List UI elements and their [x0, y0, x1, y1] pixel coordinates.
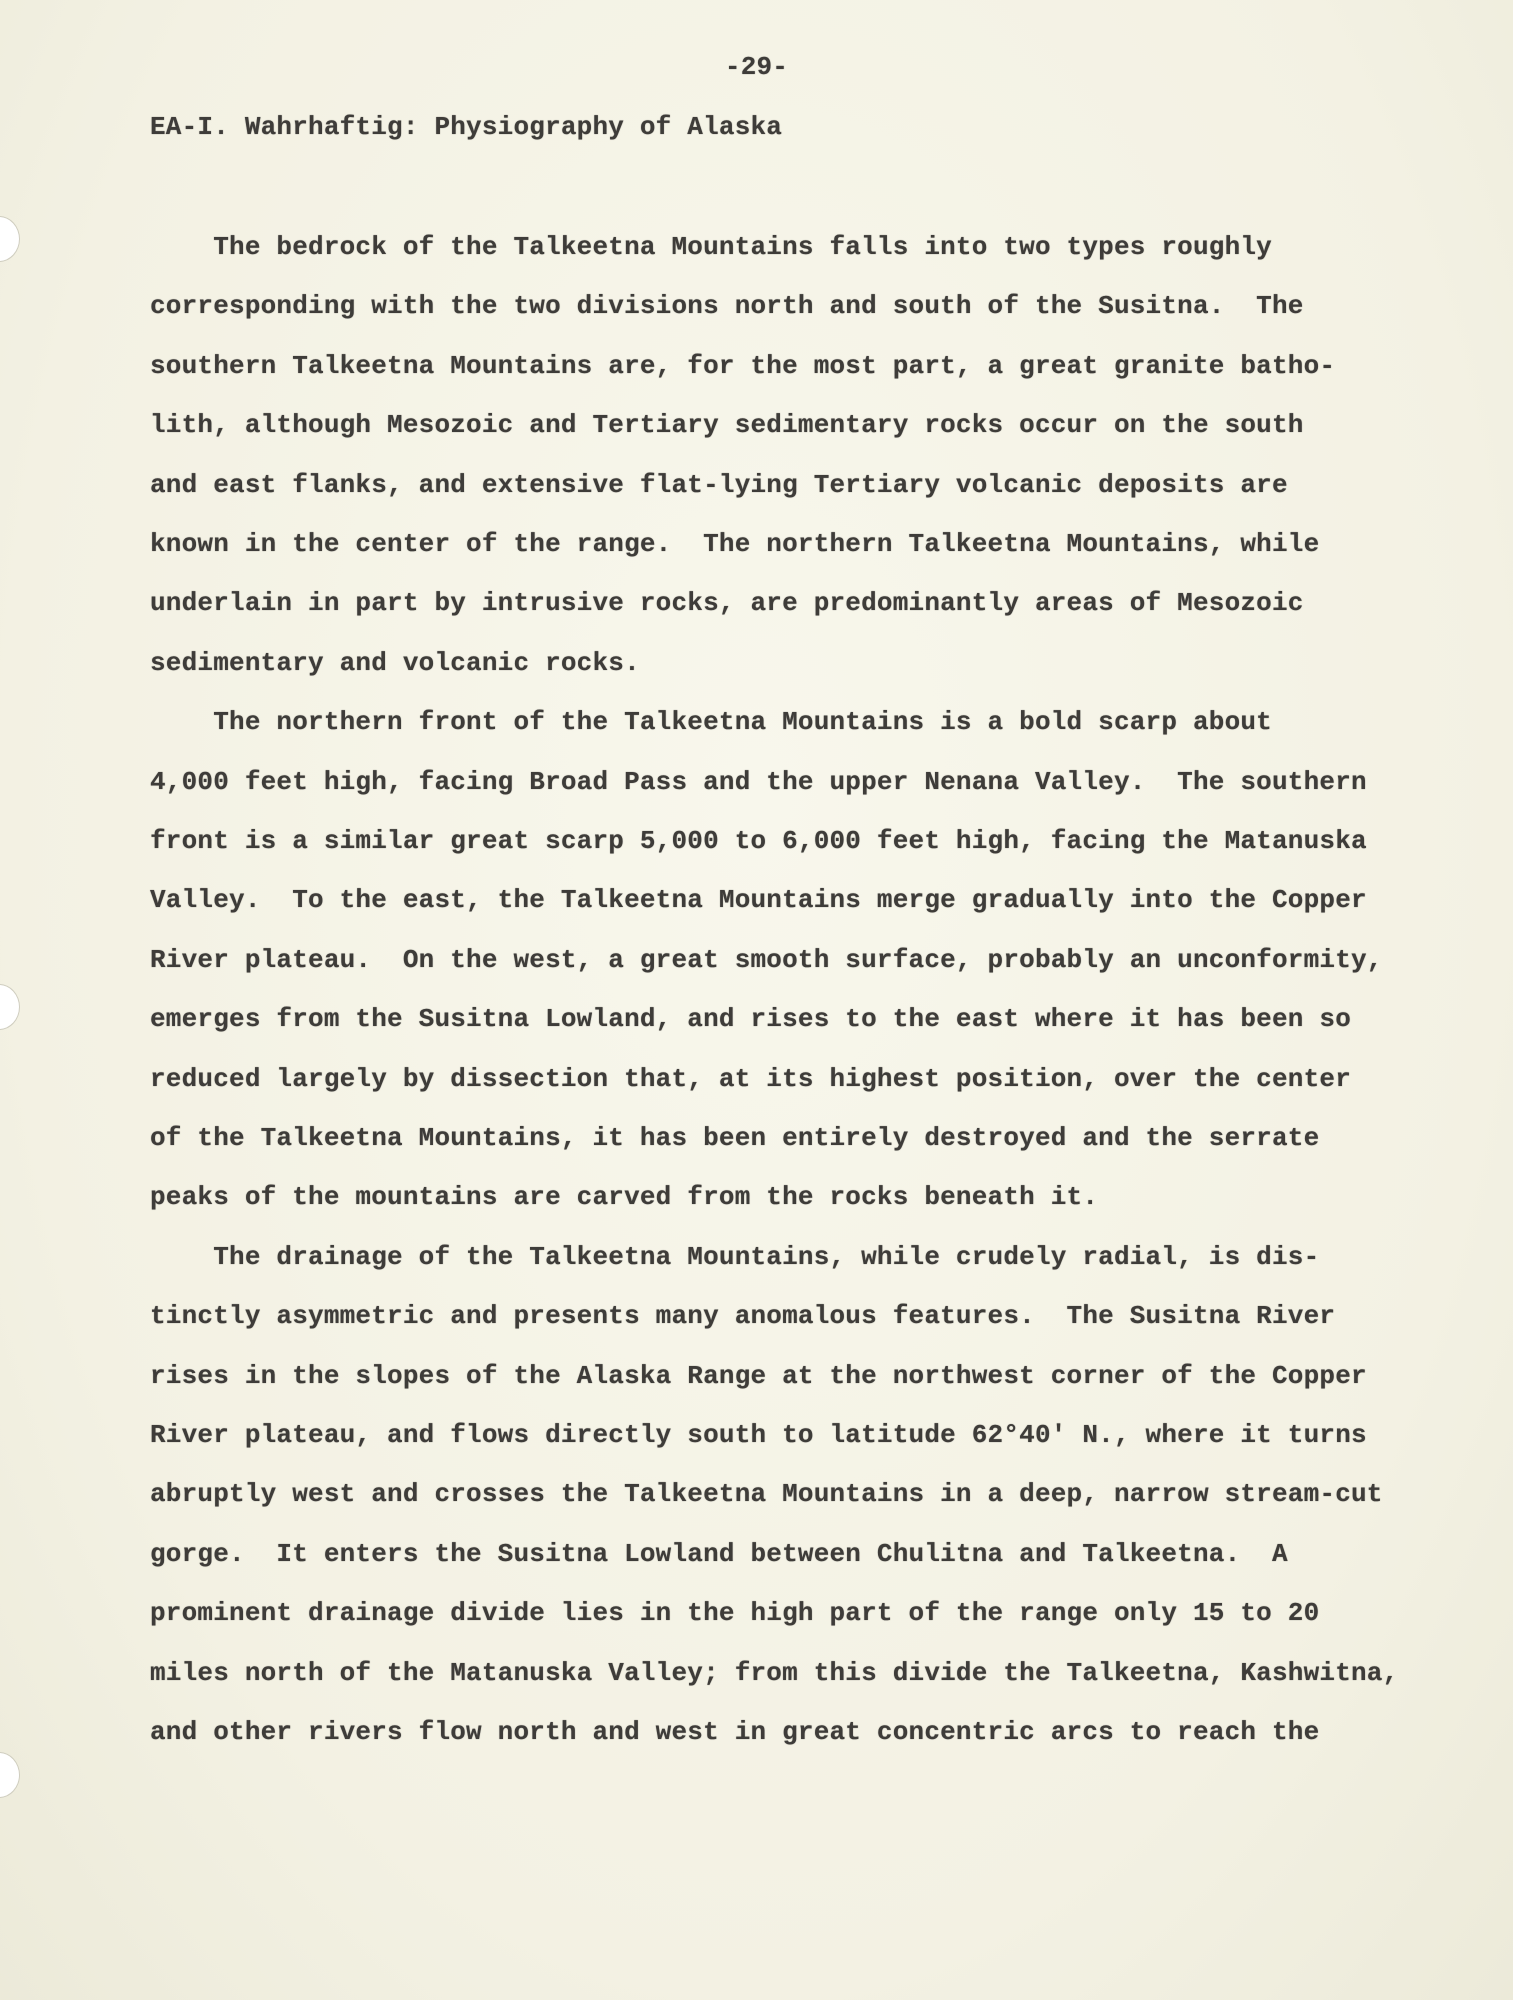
text-line: and east flanks, and extensive flat-lying Tertiary volcanic deposits are	[150, 469, 1288, 500]
document-header: EA-I. Wahrhaftig: Physiography of Alaska	[150, 112, 783, 142]
text-line: peaks of the mountains are carved from the rocks beneath it.	[150, 1182, 1099, 1213]
text-line: gorge. It enters the Susitna Lowland between Chulitna and Talkeetna. A	[150, 1538, 1288, 1569]
text-line: reduced largely by dissection that, at its highest position, over the center	[150, 1063, 1351, 1094]
text-line: underlain in part by intrusive rocks, are predominantly areas of Mesozoic	[150, 588, 1304, 619]
text-line: sedimentary and volcanic rocks.	[150, 647, 640, 678]
text-line: prominent drainage divide lies in the high part of the range only 15 to 20	[150, 1598, 1320, 1629]
text-line: River plateau, and flows directly south to latitude 62°40' N., where it turns	[150, 1420, 1367, 1450]
text-line: miles north of the Matanuska Valley; from this divide the Talkeetna, Kashwitna,	[150, 1657, 1399, 1688]
text-line: emerges from the Susitna Lowland, and rises to the east where it has been so	[150, 1004, 1351, 1035]
punch-hole	[0, 1752, 20, 1798]
text-line: 4,000 feet high, facing Broad Pass and the upper Nenana Valley. The southern	[150, 766, 1367, 797]
text-line: rises in the slopes of the Alaska Range at the northwest corner of the Copper	[150, 1360, 1367, 1391]
text-line: front is a similar great scarp 5,000 to 6,000 feet high, facing the Matanuska	[150, 826, 1367, 856]
text-line: The bedrock of the Talkeetna Mountains falls into two types roughly	[150, 232, 1272, 262]
punch-hole	[0, 984, 20, 1030]
punch-hole	[0, 216, 20, 262]
text-line: corresponding with the two divisions north and south of the Susitna. The	[150, 291, 1304, 322]
text-line: River plateau. On the west, a great smooth surface, probably an unconformity,	[150, 944, 1383, 975]
text-line: The drainage of the Talkeetna Mountains, while crudely radial, is dis-	[150, 1241, 1320, 1272]
text-line: abruptly west and crosses the Talkeetna Mountains in a deep, narrow stream-cut	[150, 1479, 1383, 1510]
text-line: southern Talkeetna Mountains are, for the most part, a great granite batho-	[150, 350, 1336, 381]
text-line: lith, although Mesozoic and Tertiary sedimentary rocks occur on the south	[150, 410, 1304, 441]
text-line: and other rivers flow north and west in great concentric arcs to reach the	[150, 1717, 1320, 1747]
text-line: The northern front of the Talkeetna Mountains is a bold scarp about	[150, 707, 1272, 738]
text-line: of the Talkeetna Mountains, it has been entirely destroyed and the serrate	[150, 1123, 1320, 1153]
text-line: Valley. To the east, the Talkeetna Mountains merge gradually into the Copper	[150, 885, 1367, 916]
page-number: -29-	[724, 52, 789, 82]
text-line: tinctly asymmetric and presents many anomalous features. The Susitna River	[150, 1301, 1336, 1332]
text-line: known in the center of the range. The northern Talkeetna Mountains, while	[150, 529, 1320, 559]
